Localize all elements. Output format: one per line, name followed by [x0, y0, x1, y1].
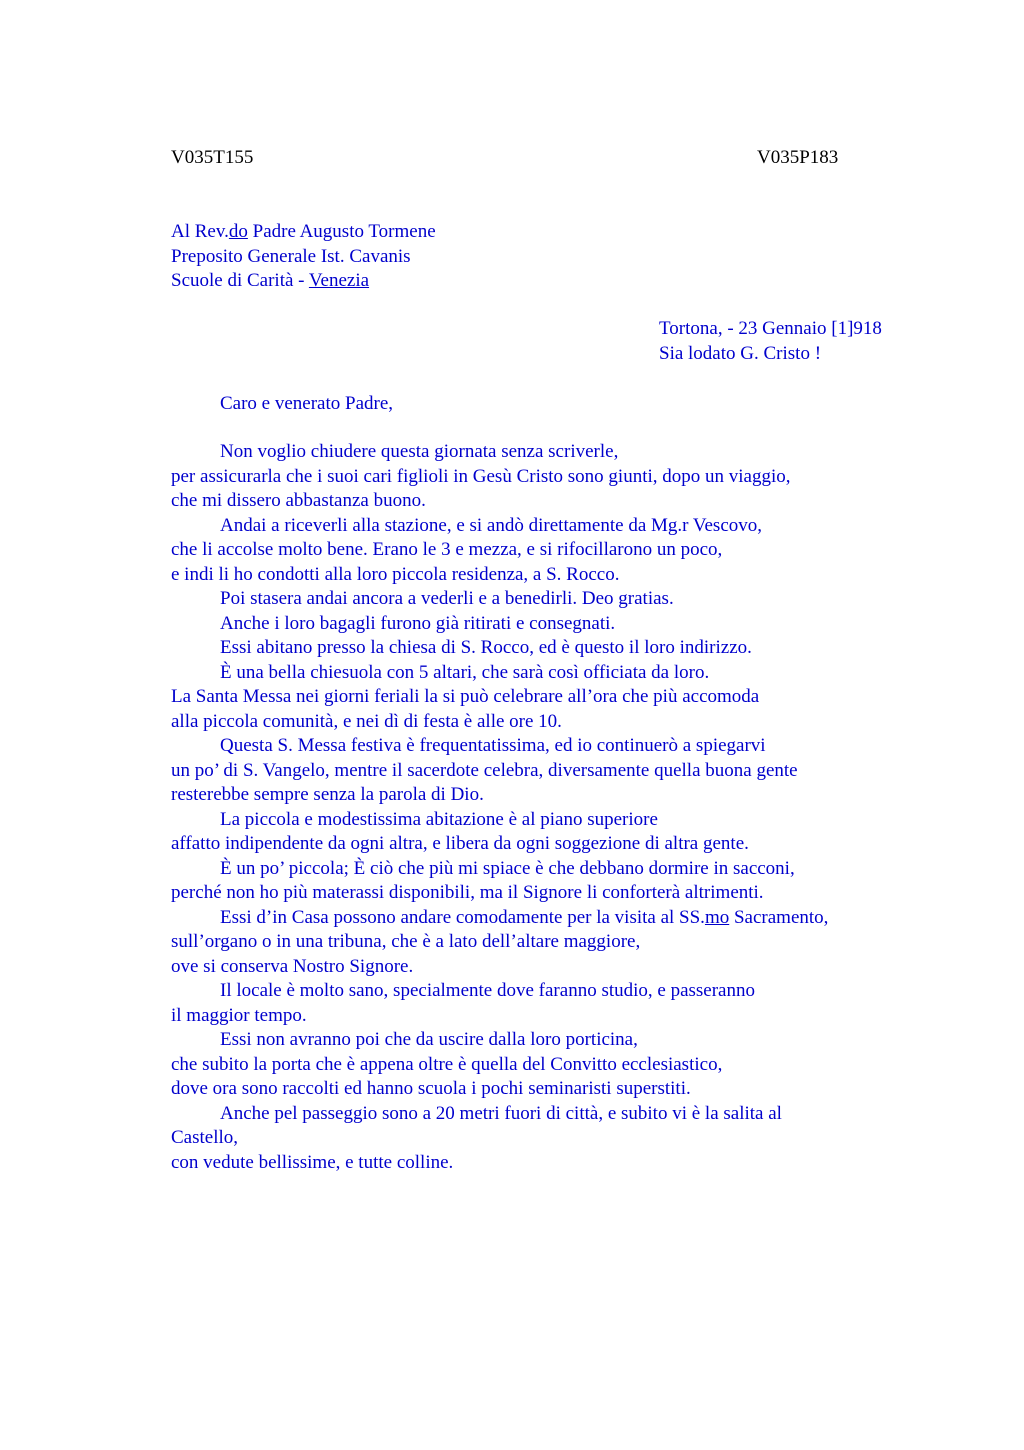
address-line-2: Preposito Generale Ist. Cavanis — [171, 245, 411, 267]
body-line: Il locale è molto sano, specialmente dove faranno studio, e passeranno — [220, 980, 755, 1001]
address-line-3 — [171, 269, 436, 294]
body-line: perché non ho più materassi disponibili, ma il Signore li conforterà altrimenti. — [171, 882, 764, 903]
body-line: Poi stasera andai ancora a vederli e a benedirli. Deo gratias. — [220, 588, 674, 609]
body-line: un po’ di S. Vangelo, mentre il sacerdote celebra, diversamente quella buona gente — [171, 759, 798, 781]
salutation: Caro e venerato Padre, — [220, 393, 394, 414]
date-place: Tortona, - 23 Gennaio [1]918 — [659, 318, 882, 339]
body-line-part: Sacramento, — [729, 906, 829, 928]
body-line: il maggior tempo. — [171, 1004, 307, 1026]
body-line-part: Essi d’in Casa possono andare comodamente per la visita al SS. — [220, 906, 705, 928]
letter-body — [171, 440, 911, 1175]
body-line: che li accolse molto bene. Erano le 3 e mezza, e si rifocillarono un poco, — [171, 539, 723, 560]
body-line: Questa S. Messa festiva è frequentatissima, ed io continuerò a spiegarvi — [220, 735, 766, 756]
body-line: La piccola e modestissima abitazione è al piano superiore — [220, 808, 658, 830]
body-line: Andai a riceverli alla stazione, e si andò direttamente da Mg.r Vescovo, — [220, 514, 763, 536]
body-line: e indi li ho condotti alla loro piccola residenza, a S. Rocco. — [171, 563, 620, 585]
address-line-1-abbrev: do — [228, 221, 248, 242]
body-line: sull’organo o in una tribuna, che è a lato dell’altare maggiore, — [171, 931, 641, 952]
body-line: ove si conserva Nostro Signore. — [171, 955, 414, 977]
address-line-3-prefix: Scuole di Carità - — [171, 270, 309, 291]
body-line: Anche i loro bagagli furono già ritirati e consegnati. — [220, 612, 616, 634]
religious-greeting: Sia lodato G. Cristo ! — [659, 342, 822, 364]
body-line: per assicurarla che i suoi cari figlioli in Gesù Cristo sono giunti, dopo un viaggio, — [171, 465, 791, 487]
reference-code-left: V035T155 — [171, 147, 254, 168]
body-line: alla piccola comunità, e nei dì di festa è alle ore 10. — [171, 710, 562, 732]
body-line: È una bella chiesuola con 5 altari, che sarà così officiata da loro. — [220, 661, 710, 683]
body-line: resterebbe sempre senza la parola di Dio. — [171, 784, 484, 805]
address-city: Venezia — [308, 270, 370, 291]
reference-code-right: V035P183 — [757, 147, 839, 168]
body-line: Castello, — [171, 1127, 239, 1148]
body-line: con vedute bellissime, e tutte colline. — [171, 1151, 454, 1173]
body-line-abbrev: mo — [704, 906, 730, 928]
address-line-1 — [171, 220, 436, 245]
dateline — [659, 317, 882, 366]
address-line-1-name: Padre Augusto Tormene — [247, 221, 436, 242]
body-line: dove ora sono raccolti ed hanno scuola i pochi seminaristi superstiti. — [171, 1078, 691, 1099]
body-line: Essi abitano presso la chiesa di S. Rocco, ed è questo il loro indirizzo. — [220, 637, 752, 658]
body-line: È un po’ piccola; È ciò che più mi spiace è che debbano dormire in sacconi, — [220, 857, 795, 879]
body-line: affatto indipendente da ogni altra, e libera da ogni soggezione di altra gente. — [171, 833, 749, 854]
body-line: che mi dissero abbastanza buono. — [171, 490, 426, 511]
recipient-address — [171, 220, 436, 294]
body-line: Anche pel passeggio sono a 20 metri fuori di città, e subito vi è la salita al — [220, 1102, 782, 1124]
address-line-1-prefix: Al Rev. — [171, 221, 229, 242]
body-line: Non voglio chiudere questa giornata senza scriverle, — [220, 441, 619, 462]
body-line: Essi non avranno poi che da uscire dalla loro porticina, — [220, 1029, 638, 1050]
body-line: che subito la porta che è appena oltre è quella del Convitto ecclesiastico, — [171, 1053, 723, 1075]
body-line — [171, 906, 911, 931]
body-line: La Santa Messa nei giorni feriali la si può celebrare all’ora che più accomoda — [171, 686, 760, 707]
